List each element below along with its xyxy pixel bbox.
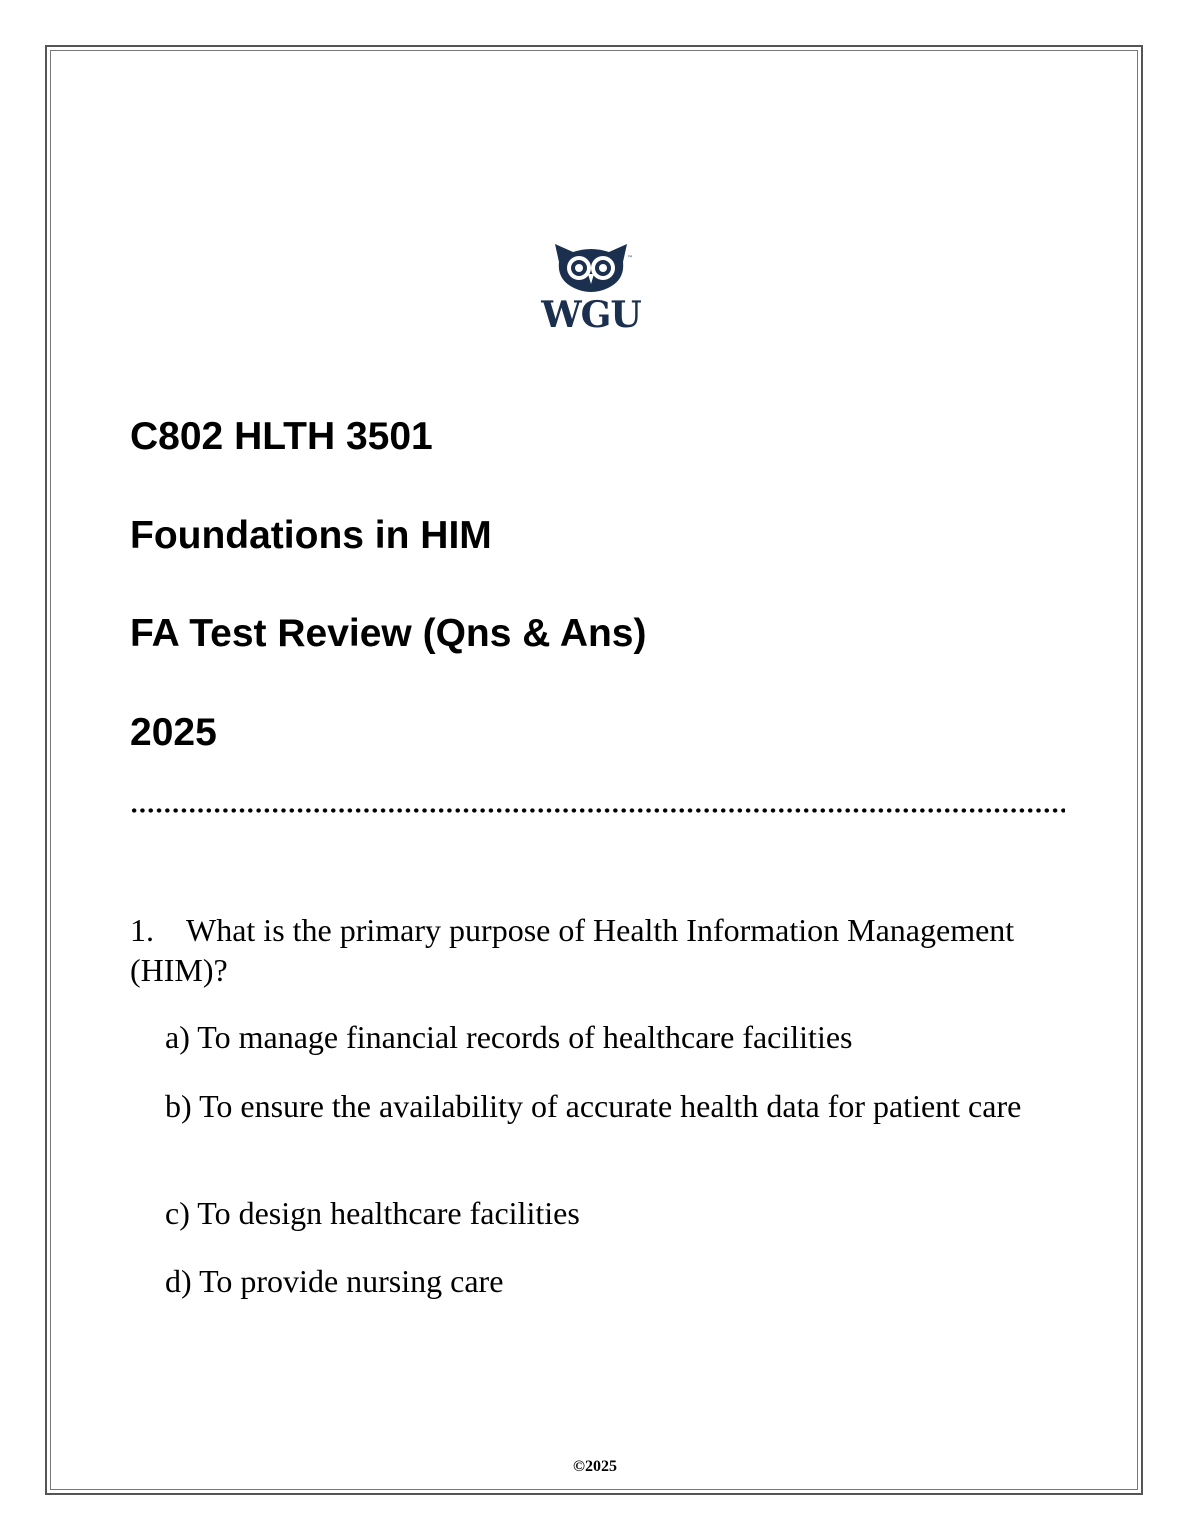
option-b: b) To ensure the availability of accurate health data for patient care bbox=[165, 1088, 1022, 1124]
dotted-divider bbox=[130, 808, 1065, 813]
question-text: What is the primary purpose of Health Information Management (HIM)? bbox=[130, 912, 1015, 988]
question-number: 1. bbox=[130, 912, 154, 948]
option-d: d) To provide nursing care bbox=[165, 1263, 504, 1299]
year-heading: 2025 bbox=[130, 711, 217, 754]
owl-icon bbox=[528, 240, 654, 296]
svg-text:™: ™ bbox=[627, 255, 633, 262]
copyright-footer: ©2025 bbox=[573, 1458, 617, 1475]
course-code-heading: C802 HLTH 3501 bbox=[130, 415, 433, 458]
question-1 bbox=[130, 910, 1060, 990]
wgu-logo bbox=[528, 240, 654, 348]
course-title-heading: Foundations in HIM bbox=[130, 514, 492, 557]
logo-wordmark: WGU bbox=[541, 294, 641, 336]
option-c: c) To design healthcare facilities bbox=[165, 1195, 580, 1231]
document-type-heading: FA Test Review (Qns & Ans) bbox=[130, 612, 647, 655]
option-a: a) To manage financial records of healthcare facilities bbox=[165, 1019, 853, 1055]
